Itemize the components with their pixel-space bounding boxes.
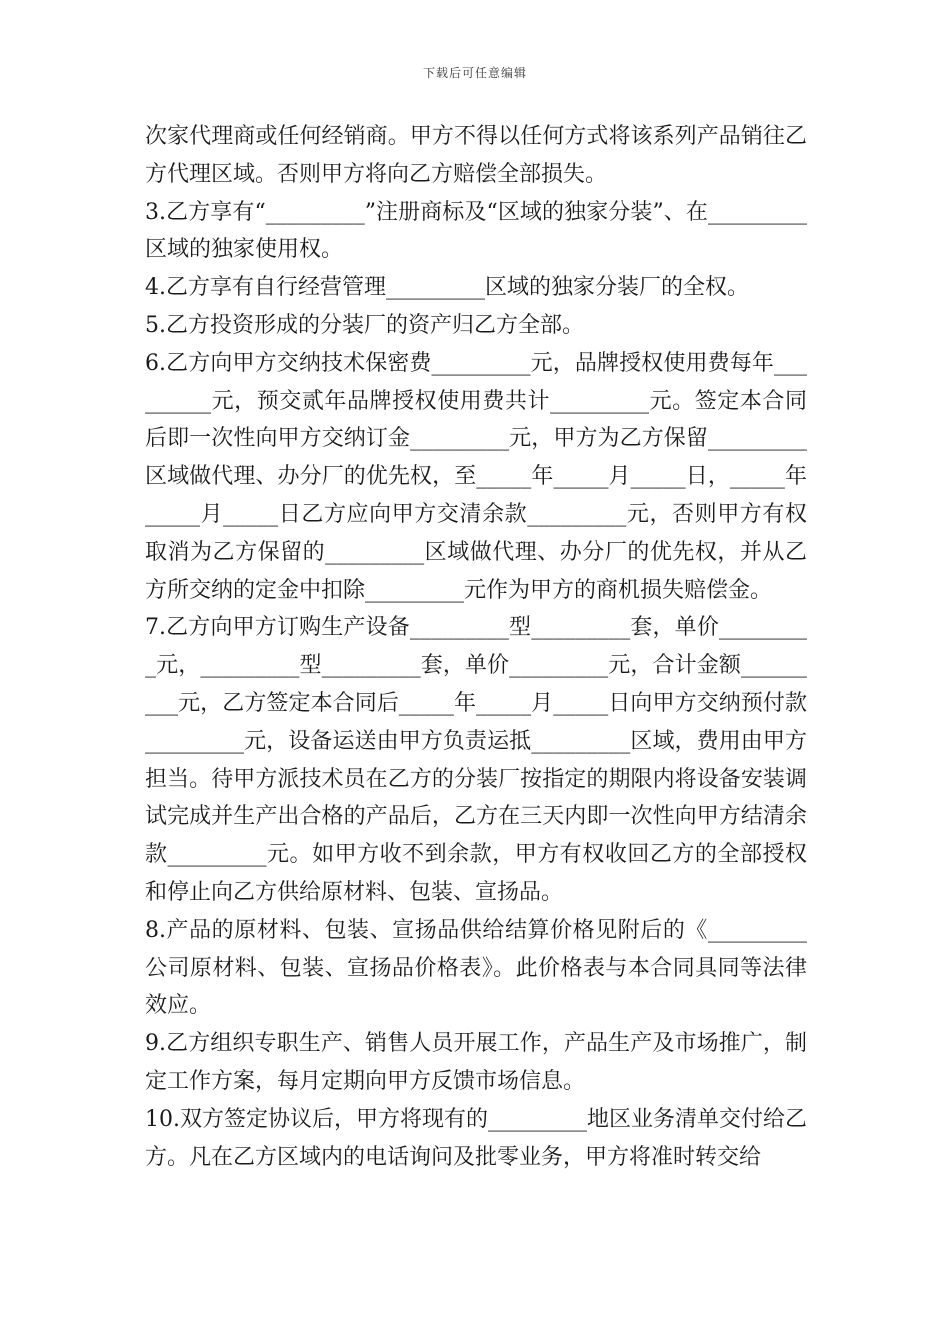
clause-7: 7.乙方向甲方订购生产设备_________型_________套，单价_________元，_________型_________套，单价_________元，合计金额_________元，乙方签定本合同后_____年_____月_____日向甲方交纳预付款_________元，设备运送由甲方负责运抵_________区域，费用由甲方担当。待甲方派技术员在乙方的分装厂按指定的期限内将设备安装调试完成并生产出合格的产品后，乙方在三天内即一次性向甲方结清余款_________元。如甲方收不到余款，甲方有权收回乙方的全部授权和停止向乙方供给原材料、包装、宣扬品。 <box>145 615 807 905</box>
clause-8: 8.产品的原材料、包装、宣扬品供给结算价格见附后的《_________公司原材料、包装、宣扬品价格表》。此价格表与本合同具同等法律效应。 <box>145 917 807 1019</box>
clause-4: 4.乙方享有自行经营管理_________区域的独家分装厂的全权。 <box>145 275 749 301</box>
page-header-note: 下载后可任意编辑 <box>422 66 527 80</box>
document-body <box>145 118 807 1176</box>
clause-9: 9.乙方组织专职生产、销售人员开展工作，产品生产及市场推广，制定工作方案，每月定期向甲方反馈市场信息。 <box>145 1031 807 1094</box>
clause-6: 6.乙方向甲方交纳技术保密费_________元，品牌授权使用费每年_________元，预交贰年品牌授权使用费共计_________元。签定本合同后即一次性向甲方交纳订金_________元，甲方为乙方保留_________区域做代理、办分厂的优先权，至_____年_____月_____日，_____年_____月_____日乙方应向甲方交清余款_________元，否则甲方有权取消为乙方保留的_________区域做代理、办分厂的优先权，并从乙方所交纳的定金中扣除_________元作为甲方的商机损失赔偿金。 <box>145 350 807 603</box>
paragraph-continuation: 次家代理商或任何经销商。甲方不得以任何方式将该系列产品销往乙方代理区域。否则甲方将向乙方赔偿全部损失。 <box>145 124 807 187</box>
clause-3: 3.乙方享有“_________”注册商标及“区域的独家分装”、在_________区域的独家使用权。 <box>145 199 807 263</box>
clause-5: 5.乙方投资形成的分装厂的资产归乙方全部。 <box>145 312 584 338</box>
clause-10: 10.双方签定协议后，甲方将现有的_________地区业务清单交付给乙方。凡在乙方区域内的电话询问及批零业务，甲方将准时转交给 <box>145 1106 807 1170</box>
